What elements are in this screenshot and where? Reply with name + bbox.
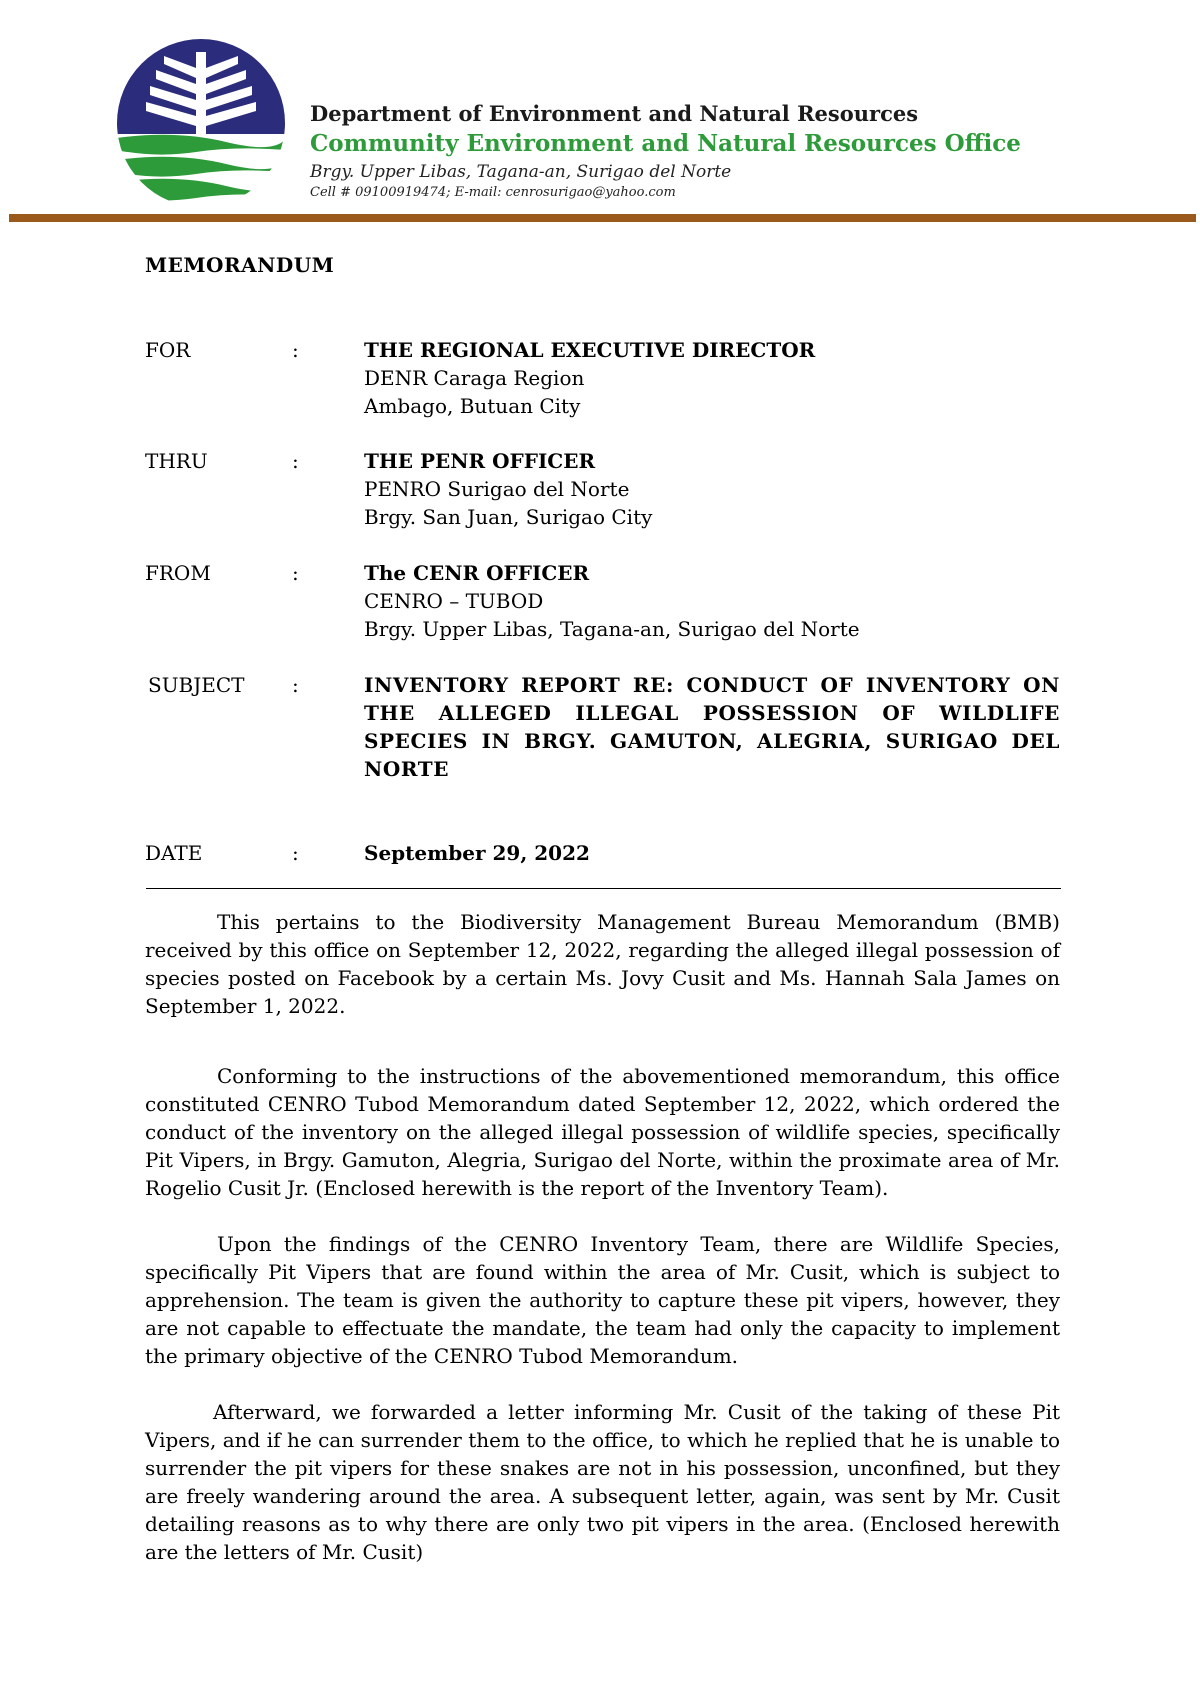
subject-text: INVENTORY REPORT RE: CONDUCT OF INVENTORY ON THE ALLEGED ILLEGAL POSSESSION OF WILDLIFE SPECIES IN BRGY. GAMUTON, ALEGRIA, SURIGAO DEL NORTE: [364, 673, 1060, 781]
body-paragraph-1: This pertains to the Biodiversity Management Bureau Memorandum (BMB) received by this office on September 12, 2022, regarding the alleged illegal possession of species posted on Facebook by a certain Ms. Jovy Cusit and Ms. Hannah Sala James on September 1, 2022.: [145, 910, 1060, 1018]
for-recipient: THE REGIONAL EXECUTIVE DIRECTOR: [364, 338, 816, 362]
thru-recipient: THE PENR OFFICER: [364, 449, 596, 473]
denr-logo: [116, 38, 286, 208]
colon: :: [292, 338, 299, 362]
thru-line1: PENRO Surigao del Norte: [364, 477, 630, 501]
body-paragraph-4: Afterward, we forwarded a letter informing Mr. Cusit of the taking of these Pit Vipers, and if he can surrender them to the office, to which he replied that he is unable to surrender the pit vipers for these snakes are not in his possession, unconfined, but they are freely wandering around the area. A subsequent letter, again, was sent by Mr. Cusit detailing reasons as to why there are only two pit vipers in the area. (Enclosed herewith are the letters of Mr. Cusit): [145, 1400, 1060, 1564]
memo-title: MEMORANDUM: [145, 253, 335, 277]
colon: :: [292, 673, 299, 697]
subject-label: SUBJECT: [148, 673, 245, 697]
from-line1: CENRO – TUBOD: [364, 589, 544, 613]
office-address: Brgy. Upper Libas, Tagana-an, Surigao del Norte: [310, 162, 732, 182]
colon: :: [292, 449, 299, 473]
from-line2: Brgy. Upper Libas, Tagana-an, Surigao del Norte: [364, 617, 860, 641]
for-line1: DENR Caraga Region: [364, 366, 585, 390]
colon: :: [292, 841, 299, 865]
office-name: Community Environment and Natural Resources Office: [310, 130, 1021, 157]
thru-line2: Brgy. San Juan, Surigao City: [364, 505, 653, 529]
department-name: Department of Environment and Natural Resources: [310, 101, 919, 126]
letterhead: [310, 100, 1021, 202]
heading-divider: [146, 888, 1061, 889]
date-label: DATE: [145, 841, 203, 865]
colon: :: [292, 561, 299, 585]
for-line2: Ambago, Butuan City: [364, 394, 581, 418]
from-label: FROM: [145, 561, 211, 585]
body-paragraph-3: Upon the findings of the CENRO Inventory Team, there are Wildlife Species, specifically Pit Vipers that are found within the area of Mr. Cusit, which is subject to apprehension. The team is given the authority to capture these pit vipers, however, they are not capable to effectuate the mandate, the team had only the capacity to implement the primary objective of the CENRO Tubod Memorandum.: [145, 1232, 1060, 1368]
date-value: September 29, 2022: [364, 841, 590, 865]
thru-label: THRU: [145, 449, 208, 473]
letterhead-divider: [9, 214, 1196, 222]
from-sender: The CENR OFFICER: [364, 561, 590, 585]
body-paragraph-2: Conforming to the instructions of the abovementioned memorandum, this office constituted CENRO Tubod Memorandum dated September 12, 2022, which ordered the conduct of the inventory on the alleged illegal possession of wildlife species, specifically Pit Vipers, in Brgy. Gamuton, Alegria, Surigao del Norte, within the proximate area of Mr. Rogelio Cusit Jr. (Enclosed herewith is the report of the Inventory Team).: [145, 1064, 1060, 1200]
for-label: FOR: [145, 338, 191, 362]
office-contact: Cell # 09100919474; E-mail: cenrosurigao@yahoo.com: [310, 185, 676, 200]
